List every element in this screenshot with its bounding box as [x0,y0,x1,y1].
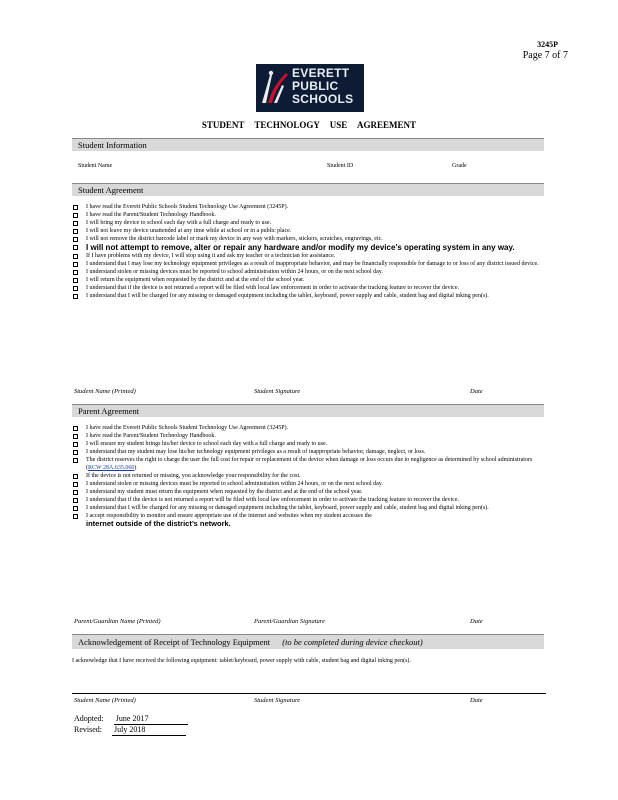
student-agreement-heading: Student Agreement [72,183,544,196]
list-item: I understand that I will be charged for any missing or damaged equipment including the tablet, keyboard, power supply and cable, student bag and digital inking pen(s). [72,504,542,512]
student-agreement-list [72,203,542,300]
list-item: I will return the equipment when requested by the district and at the end of the school year. [72,276,542,284]
list-item [72,456,542,472]
student-name-printed-label: Student Name (Printed) [74,388,136,395]
list-item: I understand stolen or missing devices must be reported to school administration within 24 hours, or on the next school day. [72,480,542,488]
logo-line-3: SCHOOLS [292,92,354,106]
acknowledgement-text: I acknowledge that I have received the following equipment: tablet/keyboard, power supply with cable, student bag and digital inking pen(s). [72,658,411,664]
list-item: I have read the Everett Public Schools Student Technology Use Agreement (3245P). [72,203,542,211]
list-item: I understand my student must return the equipment when requested by the district and at the end of the school year. [72,488,542,496]
logo-line-2: PUBLIC [292,79,339,93]
list-item: I have read the Parent/Student Technology Handbook. [72,432,542,440]
rcw-link[interactable]: RCW 28A.635.060 [88,465,135,471]
list-item: I understand that my student may lose his/her technology equipment privileges as a result of inappropriate behavior, damage, neglect, or loss. [72,448,542,456]
adopted-label: Adopted: [74,714,104,723]
final-student-signature-label: Student Signature [254,697,301,704]
list-item: I understand that I may lose my technology equipment privileges as a result of inappropriate behavior, and may be financially responsible for damage to or loss of any district issued device. [72,260,542,268]
list-item-text: I accept responsibility to monitor and ensure appropriate use of the internet and websites when my student accesses the [86,513,372,519]
student-name-label: Student Name [78,163,113,169]
list-item: I have read the Parent/Student Technology Handbook. [72,211,542,219]
acknowledgement-heading: Acknowledgement of Receipt of Technology Equipment (to be completed during device checkout) [72,634,544,649]
list-item: I understand that if the device is not returned a report will be filed with local law enforcement in order to activate the tracking feature to recover the device. [72,284,542,292]
list-item: I have read the Everett Public Schools Student Technology Use Agreement (3245P). [72,424,542,432]
acknowledgement-note: (to be completed during device checkout) [282,637,423,647]
parent-signature-label: Parent/Guardian Signature [254,618,325,625]
district-logo [256,64,364,112]
student-information-heading: Student Information [72,138,544,151]
page-number: Page 7 of 7 [522,50,568,61]
parent-agreement-heading: Parent Agreement [72,404,544,417]
final-date-label: Date [470,697,483,704]
student-id-label: Student ID [327,163,354,169]
rcw-close-paren: ) [134,465,137,471]
list-item: I understand stolen or missing devices must be reported to school administration within 24 hours, or on the next school day. [72,268,542,276]
signature-line [72,693,546,694]
list-item-text: The district reserves the right to charge the user the full cost for repair or replacement of the device when damage or loss occurs due to negligence as determined by school administrators ( [86,457,533,471]
list-item [72,512,542,529]
parent-agreement-list [72,424,542,529]
list-item: If I have problems with my device, I will stop using it and ask my teacher or a technician for assistance. [72,252,542,260]
revised-label: Revised: [74,725,102,734]
adopted-revised-dates [74,714,188,736]
document-title: STUDENT TECHNOLOGY USE AGREEMENT [201,120,417,130]
grade-label: Grade [452,163,467,169]
list-item: I understand that I will be charged for any missing or damaged equipment including the tablet, keyboard, power supply and cable, student bag and digital inking pen(s). [72,292,542,300]
list-item: I will not attempt to remove, alter or repair any hardware and/or modify my device’s operating system in any way. [72,243,542,252]
list-item: I will not remove the district barcode label or mark my device in any way with markers, stickers, scratches, engravings, etc. [72,235,542,243]
adopted-value: June 2017 [114,714,188,725]
student-signature-label: Student Signature [254,388,301,395]
logo-line-1: EVERETT [292,66,350,80]
parent-date-label: Date [470,618,483,625]
list-item: If the device is not returned or missing, you acknowledge your responsibility for the cost. [72,472,542,480]
policy-number: 3245P [537,40,558,49]
list-item-tail: internet outside of the district’s network. [86,519,231,528]
list-item: I will bring my device to school each day with a full charge and ready to use. [72,219,542,227]
district-logo-emblem-icon [258,67,290,109]
student-date-label: Date [470,388,483,395]
list-item: I will not leave my device unattended at any time while at school or in a public place. [72,227,542,235]
parent-name-printed-label: Parent/Guardian Name (Printed) [74,618,161,625]
list-item: I understand that if the device is not returned a report will be filed with local law enforcement in order to activate the tracking feature to recover the device. [72,496,542,504]
final-student-name-label: Student Name (Printed) [74,697,136,704]
revised-value: July 2018 [112,725,186,736]
list-item: I will ensure my student brings his/her device to school each day with a full charge and ready to use. [72,440,542,448]
